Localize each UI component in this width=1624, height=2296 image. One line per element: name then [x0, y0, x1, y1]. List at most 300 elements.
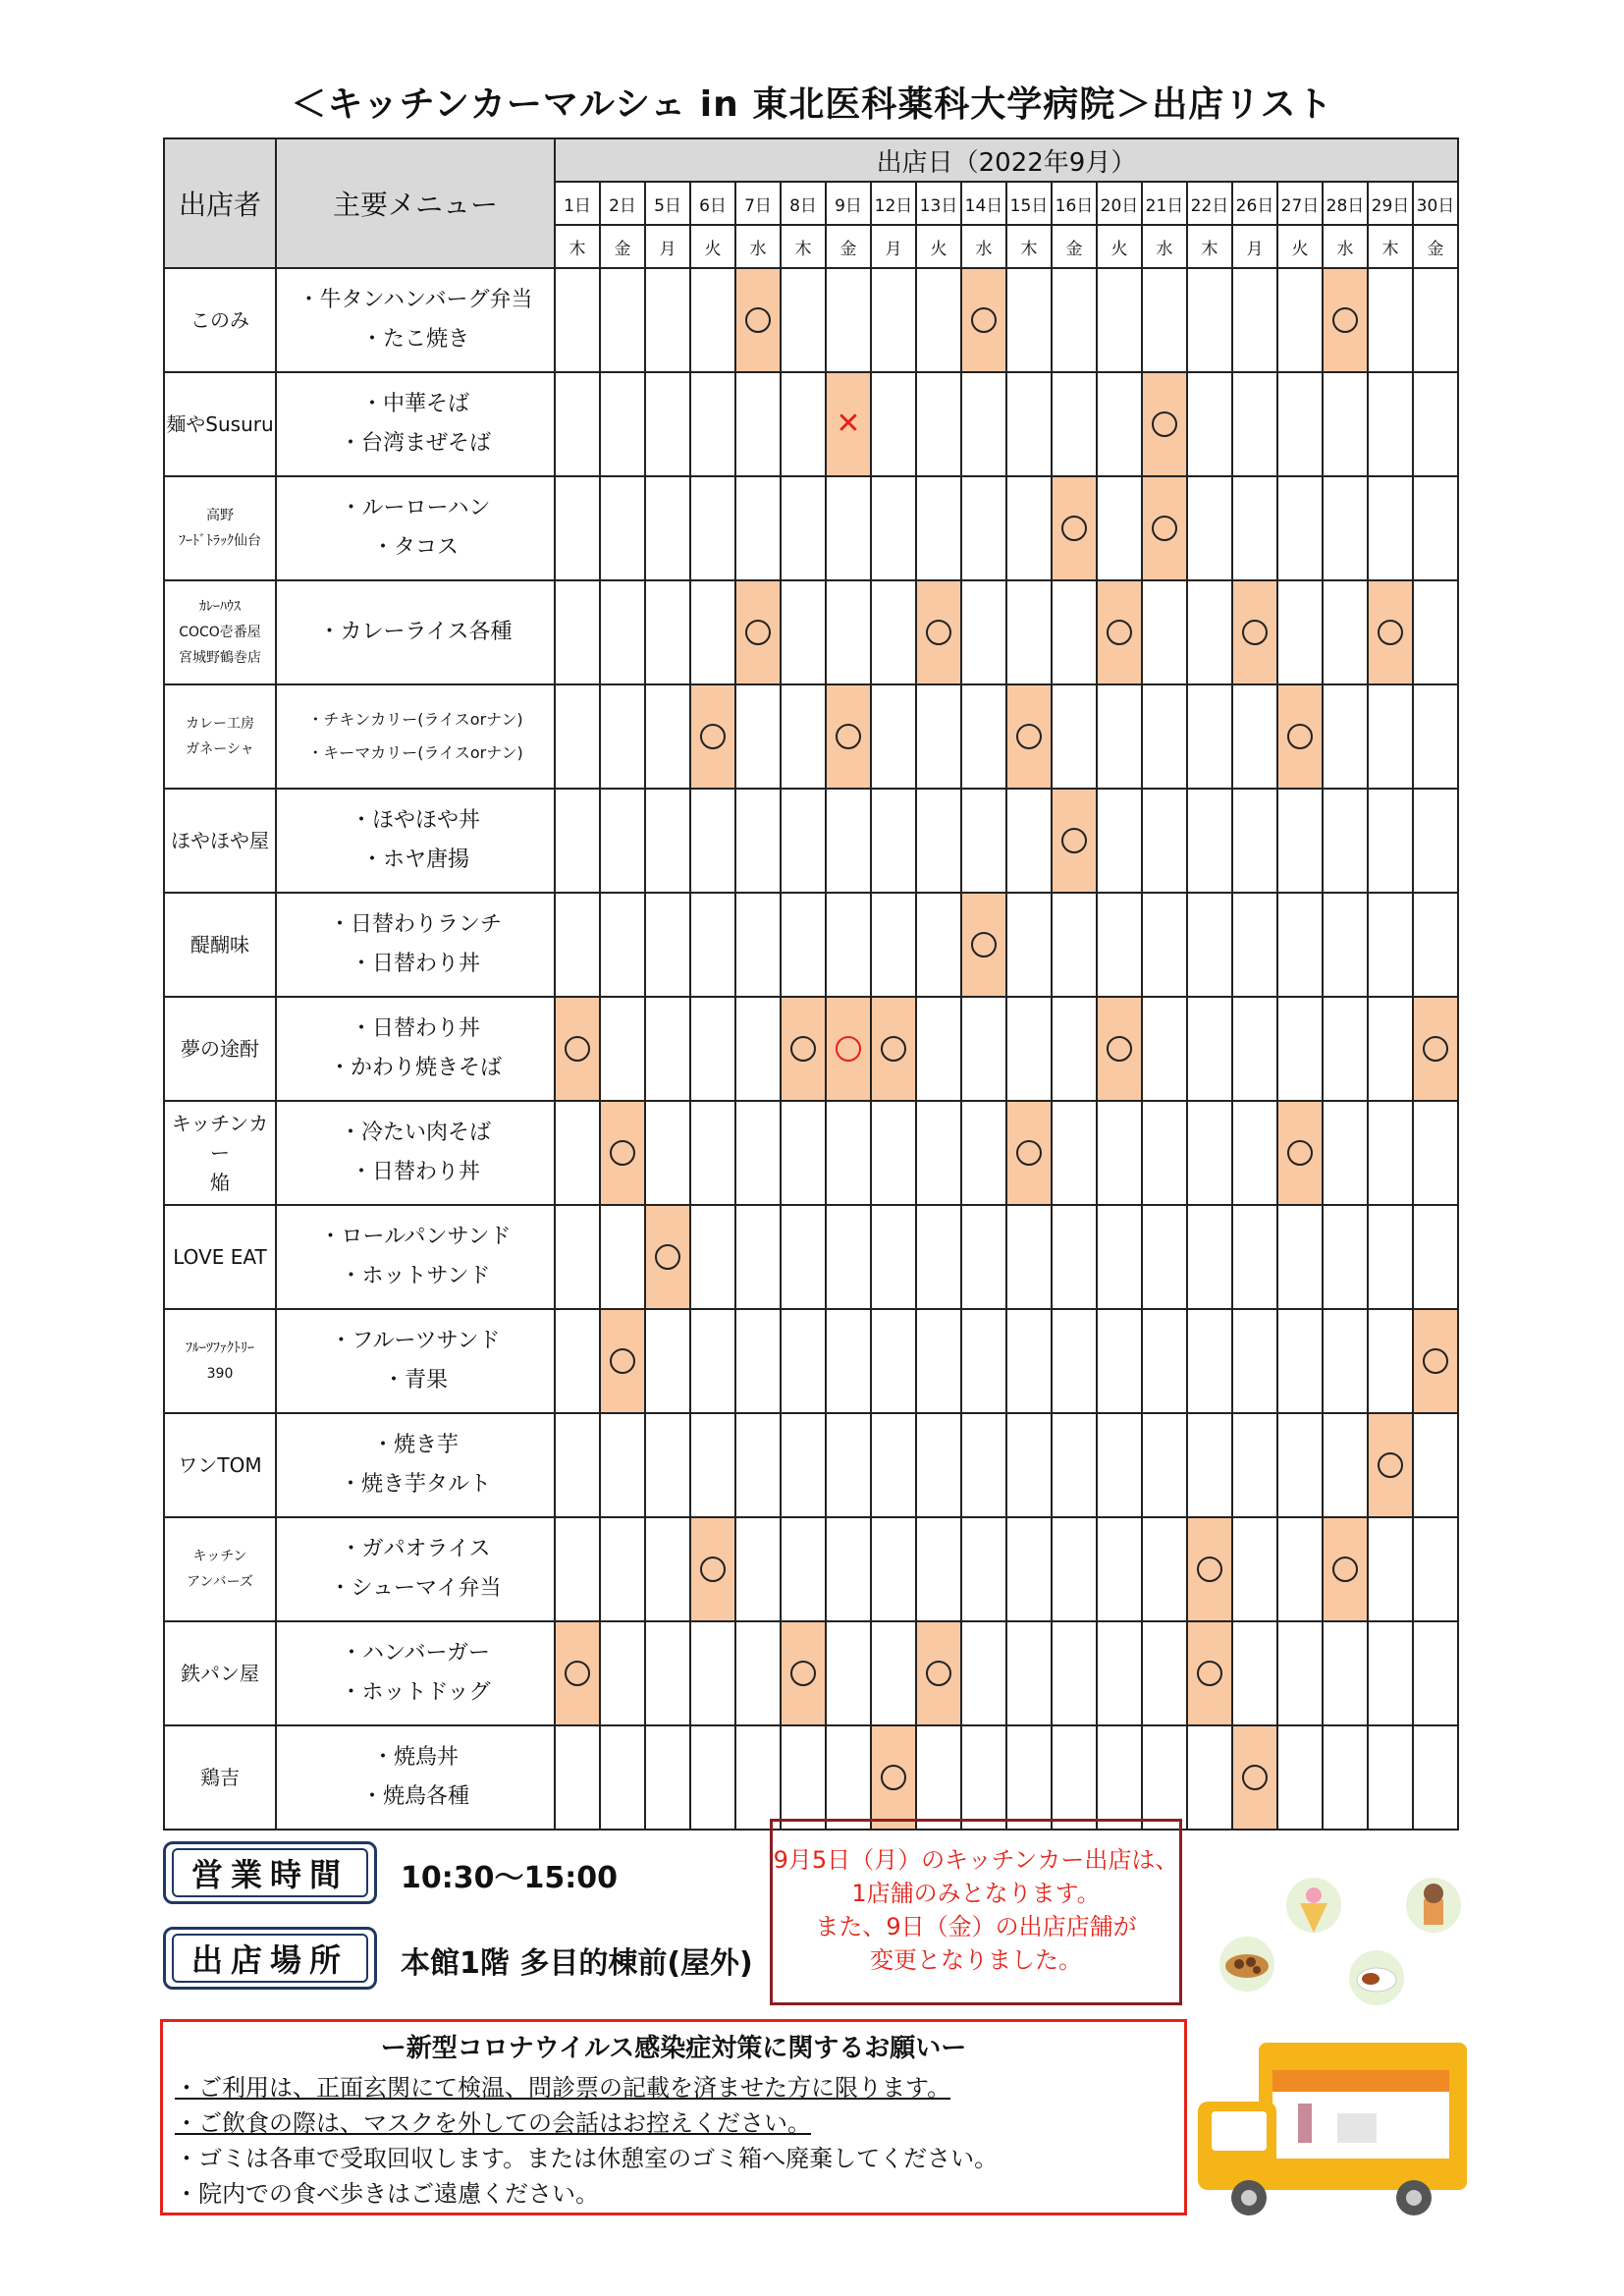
- day-cell: [1142, 1517, 1187, 1621]
- day-cell: [555, 1101, 600, 1205]
- day-cell: [1232, 893, 1277, 997]
- menu-item: ・日替わり丼: [350, 1016, 480, 1041]
- open-mark-icon: [1107, 1036, 1132, 1062]
- day-cell: [1232, 997, 1277, 1101]
- day-cell: [690, 1309, 735, 1413]
- day-cell: [600, 372, 645, 476]
- day-cell: [555, 893, 600, 997]
- day-cell: [1097, 1517, 1142, 1621]
- day-cell: [1277, 1517, 1323, 1621]
- day-cell: [871, 1309, 916, 1413]
- day-cell: [1052, 893, 1097, 997]
- day-cell: [916, 893, 961, 997]
- shop-name: キッチンカー 焔: [164, 1101, 276, 1205]
- menu-items: [276, 1517, 555, 1621]
- day-cell: [1142, 1413, 1187, 1517]
- day-cell: [1142, 1309, 1187, 1413]
- day-cell: [916, 1621, 961, 1725]
- place-value: 本館1階 多目的棟前(屋外): [401, 1946, 753, 1981]
- day-cell: [1368, 1309, 1413, 1413]
- day-cell: [1323, 372, 1368, 476]
- table-row: [164, 476, 1458, 580]
- day-cell: [555, 684, 600, 789]
- day-cell: [1368, 580, 1413, 684]
- day-cell: [871, 893, 916, 997]
- day-cell: [690, 1725, 735, 1830]
- table-row: [164, 1413, 1458, 1517]
- day-cell: [735, 997, 781, 1101]
- day-header: 6日: [690, 182, 735, 225]
- day-cell: [1413, 893, 1458, 997]
- weekday-header: 火: [1097, 225, 1142, 268]
- day-cell: [1232, 1413, 1277, 1517]
- day-cell: [1052, 997, 1097, 1101]
- day-cell: [961, 1205, 1006, 1309]
- weekday-header: 火: [1277, 225, 1323, 268]
- day-cell: [645, 684, 690, 789]
- day-cell: [781, 1101, 826, 1205]
- table-row: [164, 268, 1458, 372]
- menu-item: ・日替わり丼: [350, 952, 480, 976]
- day-cell: [690, 268, 735, 372]
- day-cell: [1413, 1205, 1458, 1309]
- place-badge: [163, 1927, 377, 1990]
- day-cell: [1232, 1725, 1277, 1830]
- day-cell: [961, 997, 1006, 1101]
- menu-items: [276, 789, 555, 893]
- day-cell: [826, 1101, 871, 1205]
- table-row: [164, 1621, 1458, 1725]
- day-cell: [916, 580, 961, 684]
- day-cell: [781, 268, 826, 372]
- day-cell: [1323, 268, 1368, 372]
- day-cell: [1006, 997, 1052, 1101]
- day-cell: [690, 476, 735, 580]
- day-cell: [1368, 476, 1413, 580]
- day-cell: [961, 1101, 1006, 1205]
- day-cell: [645, 1621, 690, 1725]
- day-cell: [916, 1517, 961, 1621]
- day-cell: [690, 372, 735, 476]
- open-mark-icon: [1242, 620, 1268, 645]
- day-cell: [735, 1413, 781, 1517]
- day-cell: [1323, 1725, 1368, 1830]
- open-mark-icon: [1016, 1140, 1042, 1166]
- day-cell: [781, 1517, 826, 1621]
- weekday-header: 水: [961, 225, 1006, 268]
- day-cell: [1368, 268, 1413, 372]
- day-cell: [1187, 1517, 1232, 1621]
- day-cell: [1052, 476, 1097, 580]
- schedule-table: [163, 137, 1459, 1831]
- day-header: 28日: [1323, 182, 1368, 225]
- day-cell: [916, 1205, 961, 1309]
- day-cell: [1323, 893, 1368, 997]
- day-cell: [600, 684, 645, 789]
- menu-item: ・日替わり丼: [350, 1160, 480, 1184]
- day-cell: [1413, 1725, 1458, 1830]
- menu-items: [276, 1101, 555, 1205]
- day-header: 16日: [1052, 182, 1097, 225]
- day-cell: [961, 1413, 1006, 1517]
- day-cell: [1142, 684, 1187, 789]
- day-cell: [690, 1517, 735, 1621]
- menu-items: [276, 997, 555, 1101]
- day-cell: [645, 1101, 690, 1205]
- day-cell: [1006, 684, 1052, 789]
- day-cell: [735, 1309, 781, 1413]
- day-cell: [1142, 372, 1187, 476]
- day-cell: [1052, 372, 1097, 476]
- day-cell: [1368, 1725, 1413, 1830]
- weekday-header: 月: [645, 225, 690, 268]
- shop-name: ワンTOM: [164, 1413, 276, 1517]
- weekday-header: 木: [1006, 225, 1052, 268]
- day-header: 12日: [871, 182, 916, 225]
- day-cell: [1232, 476, 1277, 580]
- day-cell: [1232, 1517, 1277, 1621]
- day-cell: [1277, 1413, 1323, 1517]
- open-mark-icon: [1378, 1452, 1403, 1478]
- table-row: [164, 1101, 1458, 1205]
- day-cell: [871, 268, 916, 372]
- open-mark-icon: [1061, 516, 1087, 541]
- day-cell: [826, 684, 871, 789]
- curry-plate-icon: [1349, 1950, 1404, 2005]
- day-cell: [1277, 893, 1323, 997]
- menu-item: ・台湾まぜそば: [339, 431, 491, 456]
- day-cell: [1323, 1517, 1368, 1621]
- day-cell: [690, 789, 735, 893]
- open-mark-icon: [1332, 307, 1358, 333]
- day-cell: [735, 1517, 781, 1621]
- day-cell: [555, 580, 600, 684]
- day-cell: [1413, 1101, 1458, 1205]
- weekday-header: 木: [1368, 225, 1413, 268]
- day-cell: [871, 1413, 916, 1517]
- day-cell: [645, 372, 690, 476]
- shop-name: キッチン アンバーズ: [164, 1517, 276, 1621]
- day-cell: [961, 684, 1006, 789]
- day-cell: [1052, 1413, 1097, 1517]
- day-cell: [1232, 1309, 1277, 1413]
- day-cell: [826, 1517, 871, 1621]
- open-mark-icon: [700, 1557, 726, 1582]
- day-cell: [645, 1725, 690, 1830]
- menu-item: ・カレーライス各種: [318, 620, 513, 644]
- day-cell: [1323, 997, 1368, 1101]
- open-mark-icon: [1242, 1765, 1268, 1790]
- menu-item: ・日替わりランチ: [328, 912, 502, 937]
- day-cell: [1368, 997, 1413, 1101]
- day-cell: [916, 1101, 961, 1205]
- weekday-header: 水: [1323, 225, 1368, 268]
- day-cell: [1277, 580, 1323, 684]
- day-cell: [645, 1309, 690, 1413]
- weekday-header: 火: [690, 225, 735, 268]
- day-cell: [1277, 476, 1323, 580]
- notice-line: また、9日（金）の出店店舗が: [815, 1913, 1137, 1941]
- day-cell: [1187, 997, 1232, 1101]
- day-cell: [1413, 372, 1458, 476]
- day-cell: [781, 997, 826, 1101]
- menu-item: ・ホットドッグ: [340, 1680, 491, 1705]
- day-cell: [1413, 268, 1458, 372]
- day-cell: [735, 1205, 781, 1309]
- day-cell: [1006, 268, 1052, 372]
- day-cell: [1277, 789, 1323, 893]
- day-cell: [1277, 1101, 1323, 1205]
- day-cell: [1368, 372, 1413, 476]
- day-cell: [1006, 1101, 1052, 1205]
- day-cell: [1187, 1309, 1232, 1413]
- day-cell: [1277, 1309, 1323, 1413]
- day-cell: [916, 1413, 961, 1517]
- day-cell: [600, 1517, 645, 1621]
- weekday-header: 金: [600, 225, 645, 268]
- day-cell: [1052, 684, 1097, 789]
- day-cell: [1277, 268, 1323, 372]
- day-cell: [1277, 684, 1323, 789]
- day-header: 9日: [826, 182, 871, 225]
- day-cell: [826, 372, 871, 476]
- hours-value: 10:30～15:00: [401, 1861, 618, 1895]
- day-cell: [1097, 684, 1142, 789]
- day-cell: [1323, 580, 1368, 684]
- day-cell: [781, 684, 826, 789]
- day-cell: [826, 268, 871, 372]
- shop-name: 醍醐味: [164, 893, 276, 997]
- day-cell: [735, 1725, 781, 1830]
- menu-column-header: 主要メニュー: [276, 138, 555, 268]
- day-cell: [1097, 893, 1142, 997]
- open-mark-icon: [1152, 411, 1177, 437]
- open-mark-icon: [1423, 1348, 1448, 1374]
- day-cell: [1006, 1413, 1052, 1517]
- open-mark-icon: [1378, 620, 1403, 645]
- day-cell: [645, 893, 690, 997]
- day-cell: [1052, 1205, 1097, 1309]
- day-cell: [916, 684, 961, 789]
- covid-title: ー新型コロナウイルス感染症対策に関するお願いー: [380, 2034, 967, 2063]
- day-cell: [1232, 1205, 1277, 1309]
- day-header: 8日: [781, 182, 826, 225]
- day-cell: [1006, 372, 1052, 476]
- day-cell: [1097, 1205, 1142, 1309]
- menu-items: [276, 372, 555, 476]
- weekday-header: 火: [916, 225, 961, 268]
- day-cell: [1277, 372, 1323, 476]
- open-mark-icon: [1287, 1140, 1313, 1166]
- day-cell: [1097, 1725, 1142, 1830]
- day-cell: [871, 1101, 916, 1205]
- day-cell: [1187, 893, 1232, 997]
- day-cell: [600, 1101, 645, 1205]
- day-cell: [645, 1517, 690, 1621]
- menu-item: ・焼き芋: [371, 1433, 459, 1457]
- day-header: 27日: [1277, 182, 1323, 225]
- day-cell: [1413, 997, 1458, 1101]
- menu-item: ・タコス: [371, 535, 459, 560]
- day-header: 30日: [1413, 182, 1458, 225]
- menu-item: ・焼き芋タルト: [339, 1472, 491, 1497]
- day-cell: [555, 268, 600, 372]
- menu-item: ・ホヤ唐揚: [360, 847, 469, 872]
- day-cell: [1187, 372, 1232, 476]
- day-cell: [645, 997, 690, 1101]
- notice-box: [770, 1819, 1182, 2005]
- day-cell: [961, 1517, 1006, 1621]
- day-cell: [1413, 476, 1458, 580]
- day-cell: [645, 1205, 690, 1309]
- day-cell: [871, 1205, 916, 1309]
- day-cell: [1142, 476, 1187, 580]
- shop-name: 夢の途酎: [164, 997, 276, 1101]
- menu-item: ・シューマイ弁当: [329, 1576, 502, 1601]
- menu-item: ・中華そば: [360, 392, 469, 416]
- day-cell: [1187, 1621, 1232, 1725]
- table-row: [164, 893, 1458, 997]
- day-cell: [690, 997, 735, 1101]
- day-cell: [781, 789, 826, 893]
- day-cell: [916, 1309, 961, 1413]
- day-cell: [735, 580, 781, 684]
- open-mark-icon: [1332, 1557, 1358, 1582]
- menu-item: ・かわり焼きそば: [328, 1056, 502, 1080]
- ice-cream-icon: [1406, 1878, 1461, 1933]
- day-cell: [916, 268, 961, 372]
- day-cell: [1187, 789, 1232, 893]
- day-cell: [1142, 997, 1187, 1101]
- day-cell: [1277, 997, 1323, 1101]
- menu-items: [276, 1205, 555, 1309]
- day-cell: [600, 268, 645, 372]
- day-cell: [916, 476, 961, 580]
- day-cell: [961, 1725, 1006, 1830]
- table-row: [164, 789, 1458, 893]
- day-cell: [600, 997, 645, 1101]
- day-cell: [1368, 1621, 1413, 1725]
- day-cell: [1413, 789, 1458, 893]
- day-cell: [1052, 1309, 1097, 1413]
- day-header: 14日: [961, 182, 1006, 225]
- day-cell: [600, 1413, 645, 1517]
- menu-item: ・牛タンハンバーグ弁当: [298, 288, 533, 312]
- day-cell: [961, 268, 1006, 372]
- cancel-mark-icon: ✕: [836, 407, 861, 441]
- day-cell: [1006, 1205, 1052, 1309]
- day-cell: [1052, 580, 1097, 684]
- day-cell: [1097, 1309, 1142, 1413]
- day-cell: [871, 580, 916, 684]
- day-cell: [555, 476, 600, 580]
- day-cell: [1142, 1101, 1187, 1205]
- day-cell: [916, 1725, 961, 1830]
- parfait-icon: [1286, 1878, 1341, 1933]
- open-mark-icon: [790, 1036, 816, 1062]
- notice-line: 9月5日（月）のキッチンカー出店は、: [773, 1846, 1179, 1874]
- day-cell: [735, 684, 781, 789]
- menu-items: [276, 893, 555, 997]
- open-mark-icon: [926, 1661, 951, 1686]
- open-mark-icon: [926, 620, 951, 645]
- day-cell: [1006, 1517, 1052, 1621]
- day-cell: [555, 789, 600, 893]
- day-cell: [1323, 789, 1368, 893]
- menu-items: [276, 476, 555, 580]
- open-mark-icon: [1197, 1557, 1222, 1582]
- menu-items: [276, 1309, 555, 1413]
- day-cell: [826, 1205, 871, 1309]
- table-row: [164, 1725, 1458, 1830]
- day-cell: [826, 1725, 871, 1830]
- day-cell: [1232, 789, 1277, 893]
- open-mark-icon: [745, 620, 771, 645]
- shop-name: 鉄パン屋: [164, 1621, 276, 1725]
- hours-label: 営業時間: [172, 1848, 368, 1897]
- day-cell: [1323, 684, 1368, 789]
- menu-item: ・ロールパンサンド: [319, 1225, 512, 1249]
- day-cell: [735, 268, 781, 372]
- day-cell: [645, 789, 690, 893]
- day-cell: [600, 580, 645, 684]
- day-cell: [1413, 1621, 1458, 1725]
- menu-items: [276, 1621, 555, 1725]
- day-cell: [826, 1413, 871, 1517]
- table-row: [164, 997, 1458, 1101]
- menu-item: ・焼鳥各種: [360, 1784, 469, 1809]
- day-cell: [781, 1309, 826, 1413]
- changed-open-mark-icon: [836, 1036, 861, 1062]
- day-cell: [871, 684, 916, 789]
- day-cell: [961, 1621, 1006, 1725]
- day-cell: [781, 1413, 826, 1517]
- open-mark-icon: [1197, 1661, 1222, 1686]
- menu-items: [276, 1725, 555, 1830]
- day-cell: [1006, 789, 1052, 893]
- day-cell: [961, 580, 1006, 684]
- place-label: 出店場所: [172, 1934, 368, 1983]
- table-row: [164, 580, 1458, 684]
- day-cell: [1413, 1309, 1458, 1413]
- day-cell: [961, 1309, 1006, 1413]
- day-cell: [1187, 476, 1232, 580]
- food-icons: [1206, 1876, 1471, 2013]
- day-cell: [1323, 1309, 1368, 1413]
- table-row: [164, 1205, 1458, 1309]
- day-cell: [1052, 789, 1097, 893]
- day-cell: [961, 893, 1006, 997]
- menu-item: ・冷たい肉そば: [339, 1121, 491, 1145]
- open-mark-icon: [971, 307, 997, 333]
- day-cell: [1187, 580, 1232, 684]
- day-cell: [645, 476, 690, 580]
- day-cell: [600, 1725, 645, 1830]
- open-mark-icon: [745, 307, 771, 333]
- day-cell: [1097, 1413, 1142, 1517]
- day-cell: [1232, 1621, 1277, 1725]
- day-cell: [1142, 268, 1187, 372]
- day-cell: [1368, 1517, 1413, 1621]
- notice-line: 1店舗のみとなります。: [851, 1880, 1101, 1907]
- open-mark-icon: [1423, 1036, 1448, 1062]
- day-cell: [1187, 268, 1232, 372]
- takoyaki-icon: [1219, 1937, 1274, 1992]
- day-cell: [1097, 580, 1142, 684]
- day-cell: [1142, 789, 1187, 893]
- open-mark-icon: [610, 1348, 635, 1374]
- shop-name: 鶏吉: [164, 1725, 276, 1830]
